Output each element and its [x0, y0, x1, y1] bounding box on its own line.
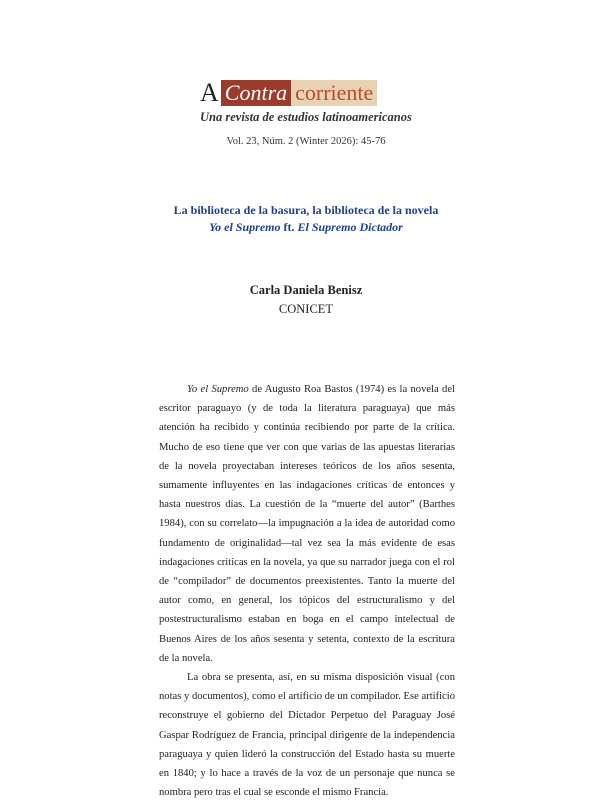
- volume-info: Vol. 23, Núm. 2 (Winter 2026): 45-76: [226, 136, 386, 147]
- journal-subtitle: Una revista de estudios latinoamericanos: [200, 110, 412, 124]
- article-subtitle: [0, 220, 612, 235]
- article-title: La biblioteca de la basura, la biblioteca de la novela: [173, 203, 439, 217]
- paragraph-1: [159, 380, 455, 668]
- subtitle-film-title: El Supremo Dictador: [297, 220, 403, 234]
- paragraph-2: [159, 668, 455, 802]
- logo-contra: Contra: [221, 80, 291, 106]
- author-name: Carla Daniela Benisz: [249, 283, 363, 297]
- subtitle-ft: ft.: [280, 220, 298, 234]
- author-affiliation: CONICET: [278, 302, 334, 316]
- logo-corriente: corriente: [291, 80, 377, 106]
- logo-letter-a: A: [200, 78, 219, 107]
- paragraph-2-text: La obra se presenta, así, en su misma disposición visual (con notas y documentos), como el artificio de un compilador. Ese artificio reconstruye el gobierno del Dictador Perpetuo del Paraguay José Gaspar Rodríguez de Francia, principal dirigente de la independencia paraguaya y quien lideró la construcción del Estado hasta su muerte en 1840; y lo hace a través de la voz de un personaje que nunca se nombra pero tras el cual se esconde el mismo Francia.: [159, 672, 455, 799]
- paragraph-1-italic-title: Yo el Supremo: [187, 384, 249, 395]
- article-body: [159, 380, 455, 802]
- subtitle-novel-title: Yo el Supremo: [209, 220, 281, 234]
- journal-logo: [200, 80, 377, 106]
- paragraph-1-text: de Augusto Roa Bastos (1974) es la novela del escritor paraguayo (y de toda la literatura paraguaya) que más atención ha recibido y continúa recibiendo por parte de la crítica. Mucho de eso tiene que ver con que varias de las apuestas literarias de la novela proyectaban intereses teóricos de los años sesenta, sumamente influyentes en las indagaciones críticas de entonces y hasta nuestros días. La cuestión de la “muerte del autor” (Barthes 1984), con su correlato—la impugnación a la idea de autoridad como fundamento de originalidad—tal vez sea la más evidente de esas indagaciones críticas en la novela, ya que su narrador juega con el rol de “compilador” de documentos preexistentes. Tanto la muerte del autor como, en general, los tópicos del estructuralismo y del postestructuralismo estaban en boga en el campo intelectual de Buenos Aires de los años sesenta y setenta, contexto de la escritura de la novela.: [159, 384, 455, 664]
